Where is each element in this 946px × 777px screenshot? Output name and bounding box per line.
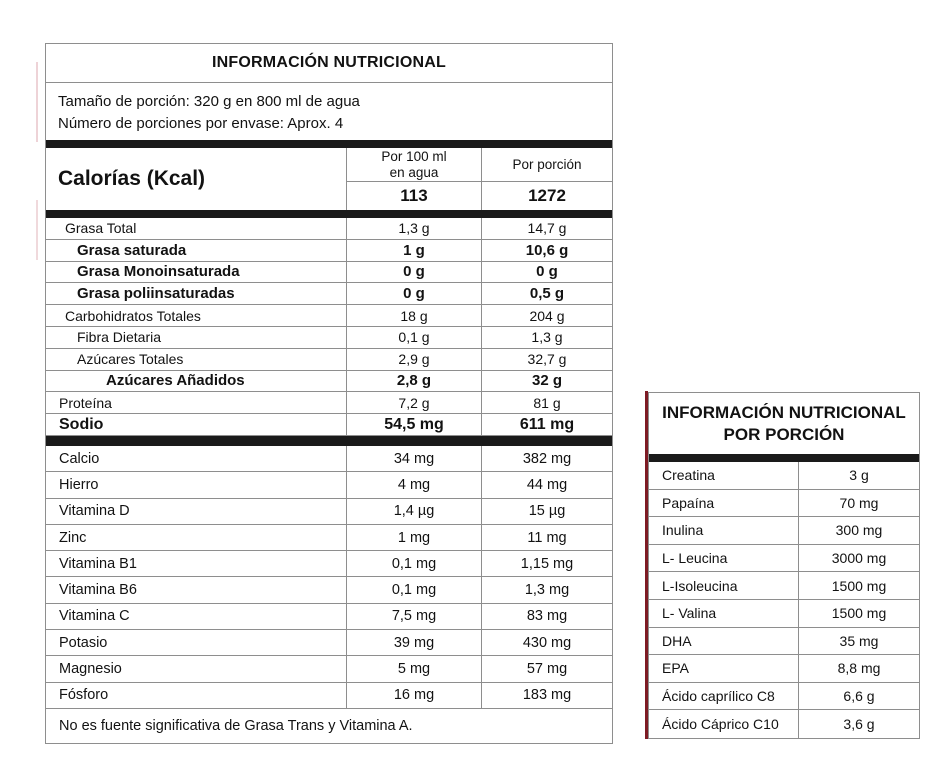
nutrient-label: Grasa poliinsaturadas	[77, 285, 235, 303]
nutrient-label: Carbohidratos Totales	[65, 307, 201, 324]
per100-value: 1 mg	[346, 525, 481, 550]
portion-value: 44 mg	[481, 472, 612, 497]
portion-value: 1500 mg	[798, 600, 919, 627]
nutrient-label: Creatina	[662, 467, 715, 484]
row-inulina	[649, 517, 919, 545]
portion-value: 3,6 g	[798, 710, 919, 738]
row-l-leucina	[649, 545, 919, 573]
portion-column-header: Por porción	[481, 148, 612, 182]
portion-value: 8,8 mg	[798, 655, 919, 682]
nutrient-label: Potasio	[59, 634, 108, 651]
calories-label: Calorías (Kcal)	[58, 167, 206, 190]
nutrient-label: DHA	[662, 632, 692, 649]
portion-value: 32 g	[481, 371, 612, 392]
row-sodio	[46, 414, 612, 436]
row-vitamina-b1	[46, 551, 612, 577]
row-acido-caprilico-c8	[649, 683, 919, 711]
per100-value: 18 g	[346, 305, 481, 326]
per100-header-line2: en agua	[389, 164, 439, 180]
per-portion-table	[648, 392, 920, 739]
row-zinc	[46, 525, 612, 551]
per100-value: 0,1 g	[346, 327, 481, 348]
calories-per100-value: 113	[346, 182, 481, 210]
nutrient-label: Papaína	[662, 494, 715, 511]
row-carbohidratos-totales	[46, 305, 612, 327]
row-grasa-total	[46, 218, 612, 240]
row-hierro	[46, 472, 612, 498]
row-grasa-saturada	[46, 240, 612, 262]
portion-value: 3 g	[798, 462, 919, 489]
portion-value: 183 mg	[481, 683, 612, 708]
nutrient-label: EPA	[662, 660, 689, 677]
per100-value: 7,2 g	[346, 392, 481, 413]
row-azucares-anadidos	[46, 371, 612, 393]
servings-per-container-line: Número de porciones por envase: Aprox. 4	[58, 114, 344, 132]
row-proteina	[46, 392, 612, 414]
nutrient-label: Magnesio	[59, 660, 122, 677]
nutrient-label: Azúcares Añadidos	[106, 372, 245, 390]
row-dha	[649, 628, 919, 656]
per100-value: 54,5 mg	[346, 414, 481, 435]
nutrient-label: Azúcares Totales	[77, 351, 184, 368]
nutrient-label: Zinc	[59, 529, 87, 546]
divider-bar	[649, 454, 919, 462]
row-grasa-monoinsaturada	[46, 262, 612, 284]
nutrient-label: Proteína	[59, 394, 112, 411]
portion-value: 11 mg	[481, 525, 612, 550]
per100-value: 7,5 mg	[346, 604, 481, 629]
calories-portion-value: 1272	[481, 182, 612, 210]
portion-value: 6,6 g	[798, 683, 919, 710]
nutrient-label: Vitamina D	[59, 503, 130, 520]
portion-value: 0,5 g	[481, 283, 612, 304]
portion-value: 300 mg	[798, 517, 919, 544]
portion-value: 204 g	[481, 305, 612, 326]
per100-header-line1: Por 100 ml	[381, 148, 447, 164]
per100-value: 2,8 g	[346, 371, 481, 392]
row-l-valina	[649, 600, 919, 628]
calories-section	[46, 148, 612, 210]
row-fosforo	[46, 683, 612, 709]
portion-value: 611 mg	[481, 414, 612, 435]
per100-value: 0,1 mg	[346, 577, 481, 602]
per100-value: 0,1 mg	[346, 551, 481, 576]
row-acido-caprico-c10	[649, 710, 919, 738]
side-title-line2: POR PORCIÓN	[723, 424, 845, 444]
row-potasio	[46, 630, 612, 656]
nutrient-label: Hierro	[59, 476, 99, 493]
nutrient-label: Inulina	[662, 522, 704, 539]
row-fibra-dietaria	[46, 327, 612, 349]
nutrient-label: L- Leucina	[662, 550, 728, 567]
per100-value: 2,9 g	[346, 349, 481, 370]
row-calcio	[46, 446, 612, 472]
serving-info	[46, 83, 612, 140]
main-nutrition-table	[45, 43, 613, 744]
nutrient-label: Vitamina B6	[59, 582, 137, 599]
divider-bar	[46, 210, 612, 218]
portion-value: 70 mg	[798, 490, 919, 517]
portion-value: 1,3 mg	[481, 577, 612, 602]
nutrient-label: Vitamina C	[59, 608, 130, 625]
nutrient-label: Grasa saturada	[77, 241, 187, 259]
row-creatina	[649, 462, 919, 490]
row-magnesio	[46, 656, 612, 682]
red-edge-artifact	[36, 200, 38, 260]
nutrient-label: Fósforo	[59, 687, 109, 704]
portion-value: 57 mg	[481, 656, 612, 681]
portion-value: 15 µg	[481, 499, 612, 524]
nutrient-label: L- Valina	[662, 605, 717, 622]
side-table-title	[649, 393, 919, 454]
portion-value: 83 mg	[481, 604, 612, 629]
per100-value: 1,3 g	[346, 218, 481, 239]
portion-value: 382 mg	[481, 446, 612, 471]
nutrient-label: Sodio	[59, 415, 104, 433]
row-grasa-poliinsaturadas	[46, 283, 612, 305]
per100-column-header	[346, 148, 481, 182]
micronutrients-block	[46, 446, 612, 709]
portion-value: 32,7 g	[481, 349, 612, 370]
nutrient-label: Grasa Monoinsaturada	[77, 263, 240, 281]
red-edge-artifact	[36, 62, 38, 142]
row-vitamina-b6	[46, 577, 612, 603]
nutrient-label: L-Isoleucina	[662, 577, 738, 594]
per100-value: 0 g	[346, 262, 481, 283]
divider-bar	[46, 436, 612, 446]
per100-value: 16 mg	[346, 683, 481, 708]
portion-value: 0 g	[481, 262, 612, 283]
main-table-title: INFORMACIÓN NUTRICIONAL	[46, 44, 612, 83]
per100-value: 0 g	[346, 283, 481, 304]
portion-value: 81 g	[481, 392, 612, 413]
portion-value: 1,15 mg	[481, 551, 612, 576]
macronutrients-block	[46, 218, 612, 436]
serving-size-line: Tamaño de porción: 320 g en 800 ml de agua	[58, 93, 360, 110]
portion-value: 3000 mg	[798, 545, 919, 572]
nutrient-label: Ácido Cáprico C10	[662, 716, 779, 733]
row-azucares-totales	[46, 349, 612, 371]
per100-value: 34 mg	[346, 446, 481, 471]
row-papaina	[649, 490, 919, 518]
footnote: No es fuente significativa de Grasa Trans y Vitamina A.	[59, 717, 413, 734]
portion-value: 430 mg	[481, 630, 612, 655]
row-vitamina-d	[46, 499, 612, 525]
nutrient-label: Fibra Dietaria	[77, 329, 162, 346]
nutrient-label: Calcio	[59, 450, 100, 467]
per100-value: 1,4 µg	[346, 499, 481, 524]
per100-value: 39 mg	[346, 630, 481, 655]
portion-value: 10,6 g	[481, 240, 612, 261]
portion-value: 1,3 g	[481, 327, 612, 348]
per100-value: 1 g	[346, 240, 481, 261]
portion-value: 35 mg	[798, 628, 919, 655]
portion-value: 1500 mg	[798, 572, 919, 599]
per100-value: 5 mg	[346, 656, 481, 681]
nutrient-label: Grasa Total	[65, 220, 137, 237]
per100-value: 4 mg	[346, 472, 481, 497]
row-vitamina-c	[46, 604, 612, 630]
nutrient-label: Ácido caprílico C8	[662, 688, 775, 705]
portion-value: 14,7 g	[481, 218, 612, 239]
nutrient-label: Vitamina B1	[59, 555, 137, 572]
divider-bar	[46, 140, 612, 148]
row-l-isoleucina	[649, 572, 919, 600]
side-title-line1: INFORMACIÓN NUTRICIONAL	[662, 403, 906, 423]
row-epa	[649, 655, 919, 683]
